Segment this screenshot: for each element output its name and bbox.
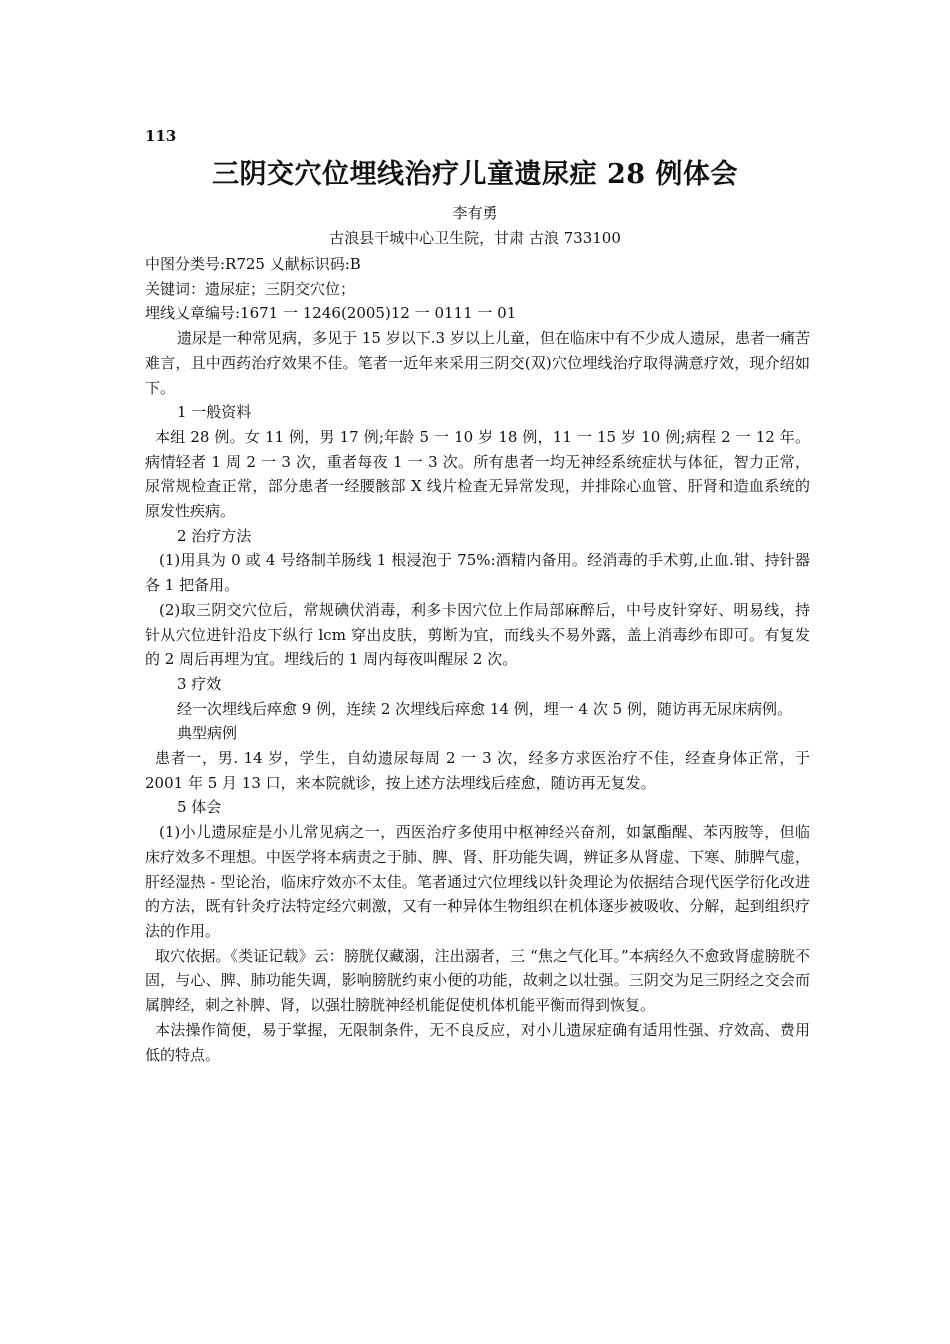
- section-heading-efficacy: 3 疗效: [177, 674, 222, 693]
- experience-paragraph-3: 本法操作简便，易于掌握，无限制条件，无不良反应，对小儿遗尿症确有适用性强、疗效高、费用低的特点。: [145, 1020, 810, 1064]
- article-id-line: 埋线乂章编号:1671 一 1246(2005)12 一 0111 一 01: [145, 304, 517, 323]
- author: 李有勇: [452, 204, 498, 222]
- section-heading-experience: 5 体会: [177, 798, 222, 817]
- experience-paragraph-2: 取穴依据。《类证记载》云：膀胱仅藏溺，注出溺者，三 “焦之气化耳。”本病经久不愈致肾虚膀胱不固，与心、脾、肺功能失调，影响膀胱约束小便的功能，故刺之以壮强。三阴交为足三阴经之交会而属脾经，刺之补脾、肾，以强壮膀胱神经机能促使机体机能平衡而得到恢复。: [145, 946, 810, 1015]
- experience-paragraph-1: (1)小儿遗尿症是小儿常见病之一，西医治疗多使用中枢神经兴奋剂，如氯酯醒、苯丙胺等，但临床疗效多不理想。中医学将本病责之于肺、脾、肾、肝功能失调，辨证多从肾虚、下寒、肺脾气虚，肝经湿热 - 型论治，临床疗效亦不太佳。笔者通过穴位埋线以针灸理论为依据结合现代医学衍化改进的方法，既有针灸疗法特定经穴刺激，又有一种异体生物组织在机体逐步被吸收、分解，起到组织疗法的作用。: [145, 823, 810, 940]
- affiliation: 古浪县干城中心卫生院，甘肃 古浪 733100: [329, 229, 621, 247]
- case-paragraph: 患者一，男. 14 岁，学生，自幼遗尿每周 2 一 3 次，经多方求医治疗不佳，经查身体正常，于 2001 年 5 月 13 口，来本院就诊，按上述方法埋线后痊愈，随访再无复发。: [145, 749, 810, 792]
- general-data-paragraph: 本组 28 例。女 11 例，男 17 例;年龄 5 一 10 岁 18 例，11 一 15 岁 10 例;病程 2 一 12 年。病情轻者 1 周 2 一 3 次，重者每夜 1 一 3 次。所有患者一均无神经系统症状与体征，智力正常，尿常规检查正常，部分患者一经腰骸部 X 线片检查无异常发现，并排除心血管、肝肾和造血系统的原发性疾病。: [145, 427, 810, 521]
- article-body: [145, 252, 810, 1067]
- intro-paragraph: 遗尿是一种常见病，多见于 15 岁以下.3 岁以上儿童，但在临床中有不少成人遗尿，患者一痛苦难言，且中西药治疗效果不佳。笔者一近年来采用三阴交(双)穴位埋线治疗取得满意疗效，现介绍如下。: [145, 329, 810, 397]
- classification-line: 中图分类号:R725 乂献标识码:B: [145, 255, 361, 273]
- section-heading-method: 2 治疗方法: [177, 526, 252, 545]
- method-paragraph-1: (1)用具为 0 或 4 号络制羊肠线 1 根浸泡于 75%:酒精内备用。经消毒的手术剪,止血.钳、持针器各 1 把备用。: [145, 551, 810, 595]
- section-heading-case: 典型病例: [177, 724, 238, 743]
- page-number: 113: [145, 127, 177, 145]
- method-paragraph-2: (2)取三阴交穴位后，常规碘伏消毒，利多卡因穴位上作局部麻醉后，中号皮针穿好、明易线，持针从穴位进针沿皮下纵行 lcm 穿出皮肤，剪断为宜，而线头不易外露，盖上消毒纱布即可。有复发的 2 周后再埋为宜。埋线后的 1 周内每夜叫醒尿 2 次。: [145, 600, 810, 669]
- section-heading-general: 1 一般资料: [177, 403, 252, 422]
- keywords-line: 关键词：遗尿症；三阴交穴位；: [145, 279, 356, 298]
- article-title: 三阴交穴位埋线治疗儿童遗尿症 28 例体会: [212, 159, 738, 190]
- efficacy-paragraph: 经一次埋线后瘁愈 9 例，连续 2 次埋线后瘁愈 14 例，埋一 4 次 5 例，随访再无尿床病例。: [177, 699, 792, 718]
